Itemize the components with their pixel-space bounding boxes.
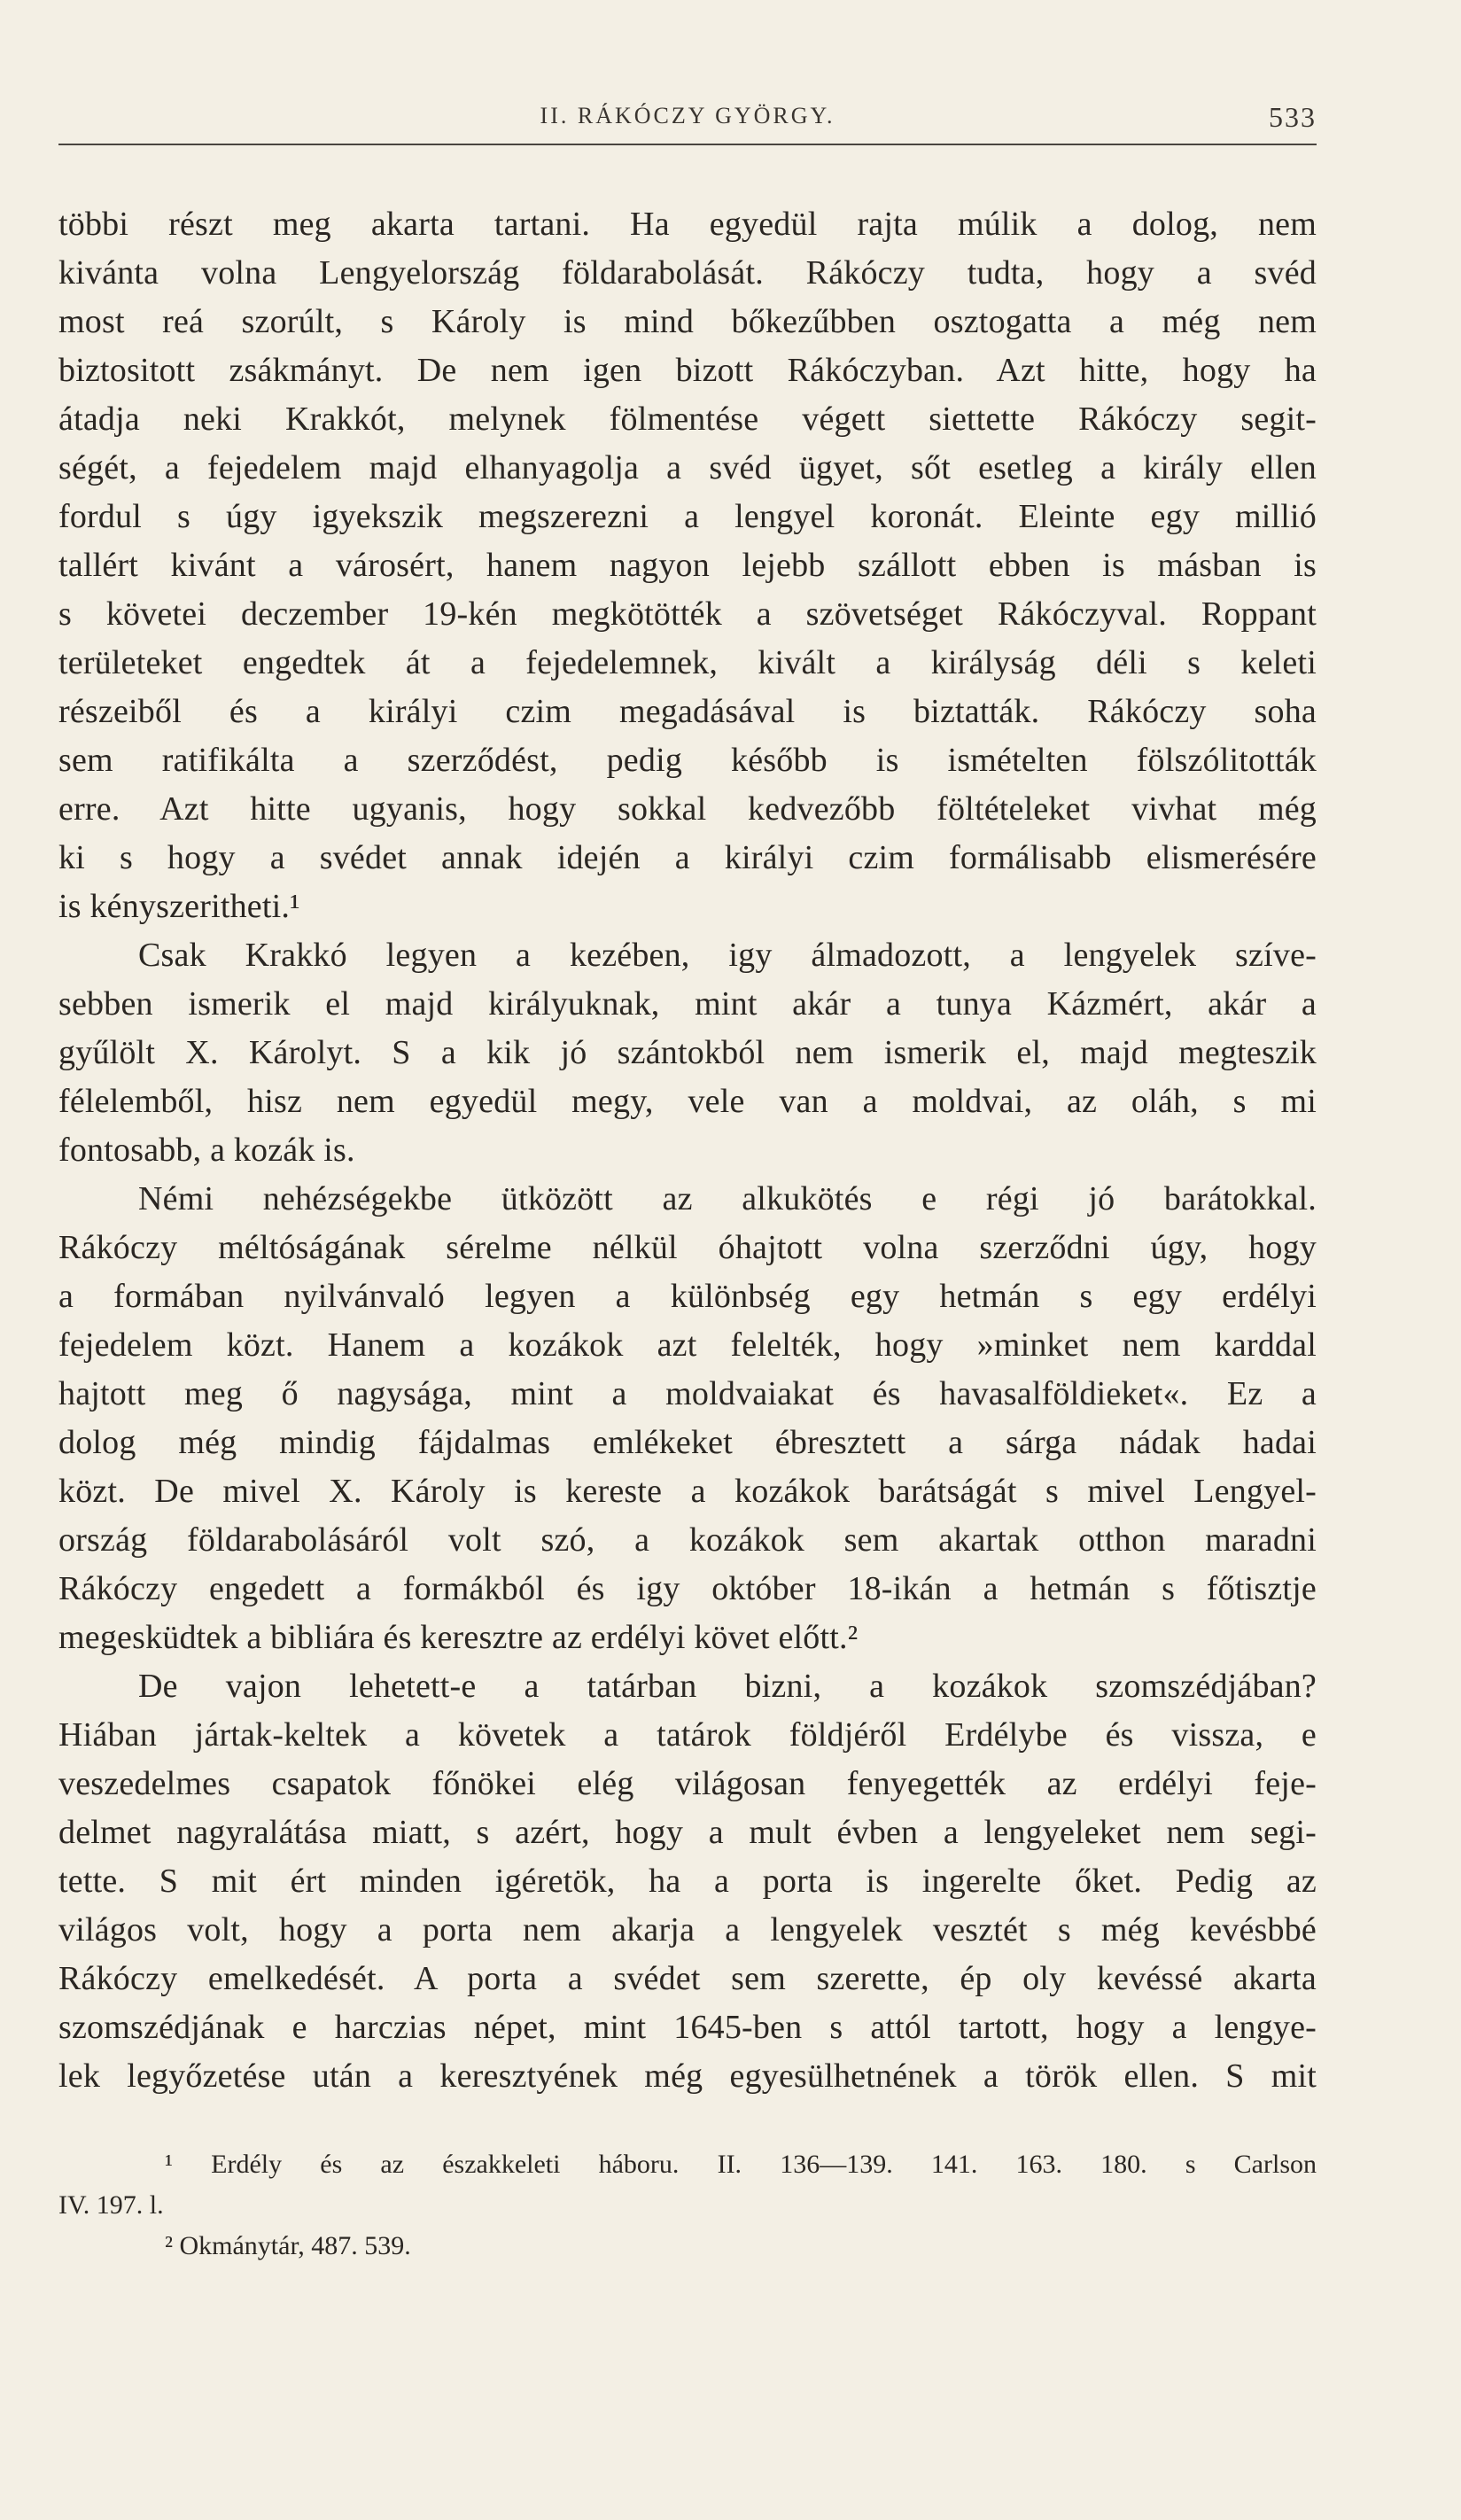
text-line: ki s hogy a svédet annak idején a királyi czim formálisabb elismerésére (58, 839, 1317, 876)
text-line: sebben ismerik el majd királyuknak, mint akár a tunya Kázmért, akár a (58, 985, 1317, 1023)
body-text (58, 200, 1317, 2101)
text-line: veszedelmes csapatok főnökei elég világosan fenyegették az erdélyi feje- (58, 1765, 1317, 1802)
text-line: fejedelem közt. Hanem a kozákok azt felelték, hogy »minket nem karddal (58, 1326, 1317, 1364)
text-line: részeiből és a királyi czim megadásával is biztatták. Rákóczy soha (58, 693, 1317, 730)
text-line: átadja neki Krakkót, melynek fölmentése végett siettette Rákóczy segit- (58, 401, 1317, 438)
text-line: területeket engedtek át a fejedelemnek, kivált a királyság déli s keleti (58, 644, 1317, 681)
text-line: dolog még mindig fájdalmas emlékeket ébresztett a sárga nádak hadai (58, 1424, 1317, 1461)
text-line: kivánta volna Lengyelország földarabolását. Rákóczy tudta, hogy a svéd (58, 254, 1317, 292)
text-line: világos volt, hogy a porta nem akarja a lengyelek vesztét s még kevésbbé (58, 1911, 1317, 1948)
text-line: tette. S mit ért minden igéretök, ha a porta is ingerelte őket. Pedig az (58, 1863, 1317, 1900)
text-line: a formában nyilvánvaló legyen a különbség egy hetmán s egy erdélyi (58, 1278, 1317, 1315)
text-line: most reá szorúlt, s Károly is mind bőkezűbben osztogatta a még nem (58, 303, 1317, 340)
text-line: sem ratifikálta a szerződést, pedig később is ismételten fölszólitották (58, 742, 1317, 779)
text-line: megesküdtek a bibliára és keresztre az erdélyi követ előtt.² (58, 1619, 859, 1656)
text-line: erre. Azt hitte ugyanis, hogy sokkal kedvezőbb föltételeket vivhat még (58, 790, 1317, 828)
text-line: fordul s úgy igyekszik megszerezni a lengyel koronát. Eleinte egy millió (58, 498, 1317, 535)
text-line: delmet nagyralátása miatt, s azért, hogy a mult évben a lengyeleket nem segi- (58, 1814, 1317, 1851)
text-line: lek legyőzetése után a keresztyének még egyesülhetnének a török ellen. S mit (58, 2057, 1317, 2095)
page-number: 533 (1269, 101, 1317, 133)
text-line: tallért kivánt a városért, hanem nagyon lejebb szállott ebben is másban is (58, 547, 1317, 584)
text-line: gyűlölt X. Károlyt. S a kik jó szántokból nem ismerik el, majd megteszik (58, 1034, 1317, 1071)
page-header (58, 97, 1317, 151)
text-line: De vajon lehetett-e a tatárban bizni, a kozákok szomszédjában? (138, 1668, 1317, 1705)
footnotes (58, 2144, 1317, 2267)
text-line: közt. De mivel X. Károly is kereste a kozákok barátságát s mivel Lengyel- (58, 1473, 1317, 1510)
text-line: ország földarabolásáról volt szó, a kozákok sem akartak otthon maradni (58, 1521, 1317, 1559)
text-line: Hiában jártak-keltek a követek a tatárok földjéről Erdélybe és vissza, e (58, 1716, 1317, 1754)
text-line: is kényszeritheti.¹ (58, 888, 300, 925)
footnote-1-line-2: IV. 197. l. (58, 2190, 164, 2220)
text-line: s követei deczember 19-kén megkötötték a szövetséget Rákóczyval. Roppant (58, 595, 1317, 633)
text-line: ségét, a fejedelem majd elhanyagolja a svéd ügyet, sőt esetleg a király ellen (58, 449, 1317, 486)
text-line: Rákóczy engedett a formákból és igy október 18-ikán a hetmán s főtisztje (58, 1570, 1317, 1607)
footnote-1-line-1: ¹ Erdély és az északkeleti háboru. II. 136—139. 141. 163. 180. s Carlson (165, 2150, 1317, 2179)
header-rule (58, 144, 1317, 145)
text-line: Rákóczy emelkedését. A porta a svédet sem szerette, ép oly kevéssé akarta (58, 1960, 1317, 1997)
text-line: Rákóczy méltóságának sérelme nélkül óhajtott volna szerződni úgy, hogy (58, 1229, 1317, 1266)
text-line: biztositott zsákmányt. De nem igen bizott Rákóczyban. Azt hitte, hogy ha (58, 352, 1317, 389)
text-line: félelemből, hisz nem egyedül megy, vele van a moldvai, az oláh, s mi (58, 1083, 1317, 1120)
text-line: szomszédjának e harczias népet, mint 1645-ben s attól tartott, hogy a lengye- (58, 2009, 1317, 2046)
footnote-2: ² Okmánytár, 487. 539. (165, 2231, 411, 2260)
text-line: Némi nehézségekbe ütközött az alkukötés e régi jó barátokkal. (138, 1180, 1317, 1217)
text-line: fontosabb, a kozák is. (58, 1132, 355, 1169)
text-line: többi részt meg akarta tartani. Ha egyedül rajta múlik a dolog, nem (58, 206, 1317, 243)
running-title: II. RÁKÓCZY GYÖRGY. (540, 103, 835, 128)
text-line: Csak Krakkó legyen a kezében, igy álmadozott, a lengyelek szíve- (138, 937, 1317, 974)
text-line: hajtott meg ő nagysága, mint a moldvaiakat és havasalföldieket«. Ez a (58, 1375, 1317, 1412)
